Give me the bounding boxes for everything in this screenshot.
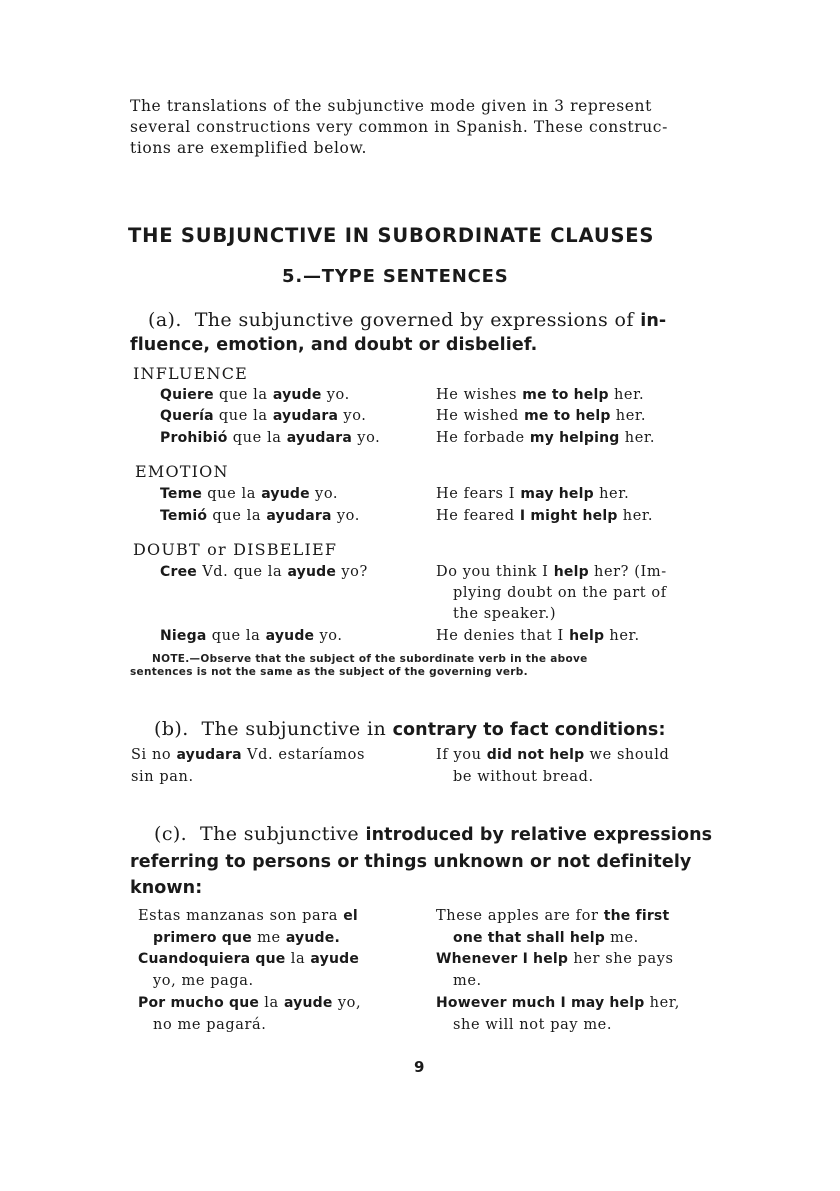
- section-b-heading: [154, 716, 666, 743]
- note-line-1: NOTE.—Observe that the subject of the subordinate verb in the above: [152, 653, 588, 665]
- section-c-en-1-line-2: one that shall help me.: [453, 930, 639, 946]
- doubt-es-1: Cree Vd. que la ayude yo?: [160, 564, 368, 580]
- intro-line-2: several constructions very common in Spanish. These construc-: [130, 118, 668, 136]
- section-c-line-1: [154, 821, 712, 848]
- section-b-label: (b).: [154, 718, 189, 740]
- emotion-en-2: He feared I might help her.: [436, 508, 654, 524]
- emotion-es-1: Teme que la ayude yo.: [160, 486, 339, 502]
- section-c-es-3: Por mucho que la ayude yo,: [138, 995, 362, 1011]
- section-b-en-2: be without bread.: [453, 769, 594, 785]
- influence-es-1: Quiere que la ayude yo.: [160, 387, 350, 403]
- section-c-bold-3: known:: [130, 878, 203, 898]
- section-c-en-2-line-2: me.: [453, 973, 482, 989]
- section-b-bold: contrary to fact conditions:: [392, 720, 666, 740]
- section-c-en-1: These apples are for the first: [436, 908, 670, 924]
- section-a-line-2: [130, 331, 537, 358]
- emotion-en-1: He fears I may help her.: [436, 486, 630, 502]
- influence-en-2: He wished me to help her.: [436, 408, 647, 424]
- section-c-es-2: Cuandoquiera que la ayude: [138, 951, 360, 967]
- doubt-label: DOUBT or DISBELIEF: [133, 540, 338, 559]
- section-c-en-3-line-2: she will not pay me.: [453, 1017, 613, 1033]
- note: [130, 653, 715, 678]
- section-c-label: (c).: [154, 823, 188, 845]
- sub-heading: 5.—TYPE SENTENCES: [282, 266, 509, 287]
- section-c-bold-2: referring to persons or things unknown or not definitely: [130, 852, 692, 872]
- section-b-es-2: sin pan.: [131, 769, 194, 785]
- doubt-en-1-line-2: plying doubt on the part of: [453, 585, 667, 601]
- section-c-bold-1: introduced by relative expressions: [365, 825, 713, 845]
- influence-es-3: Prohibió que la ayudara yo.: [160, 430, 381, 446]
- section-c-es-2-line-2: yo, me paga.: [153, 973, 254, 989]
- influence-en-3: He forbade my helping her.: [436, 430, 656, 446]
- doubt-en-1: Do you think I help her? (Im-: [436, 564, 667, 580]
- note-line-2: sentences is not the same as the subject of the governing verb.: [130, 665, 528, 678]
- emotion-es-2: Temió que la ayudara yo.: [160, 508, 360, 524]
- section-c-en-2: Whenever I help her she pays: [436, 951, 674, 967]
- influence-en-1: He wishes me to help her.: [436, 387, 645, 403]
- section-c-line-3: [130, 874, 202, 901]
- doubt-en-2: He denies that I help her.: [436, 628, 640, 644]
- page-number: 9: [414, 1058, 425, 1076]
- doubt-en-1-line-3: the speaker.): [453, 606, 557, 622]
- section-c-text: The subjunctive: [200, 823, 360, 845]
- emotion-label: EMOTION: [135, 462, 229, 481]
- section-c-en-3: However much I may help her,: [436, 995, 680, 1011]
- section-c-es-1-line-2: primero que me ayude.: [153, 930, 340, 946]
- section-a-bold-2: fluence, emotion, and doubt or disbelief.: [130, 335, 538, 355]
- section-c-es-3-line-2: no me pagará.: [153, 1017, 267, 1033]
- intro-line-3: tions are exemplified below.: [130, 139, 368, 157]
- doubt-es-2: Niega que la ayude yo.: [160, 628, 343, 644]
- section-a-bold-1: in-: [640, 311, 667, 331]
- intro-paragraph: [130, 96, 715, 159]
- main-heading: THE SUBJUNCTIVE IN SUBORDINATE CLAUSES: [128, 224, 655, 247]
- section-b-es-1: Si no ayudara Vd. estaríamos: [131, 747, 366, 763]
- section-a-text: The subjunctive governed by expressions of: [194, 309, 634, 331]
- influence-es-2: Quería que la ayudara yo.: [160, 408, 367, 424]
- section-c-line-2: [130, 848, 691, 875]
- section-a-line-1: [148, 307, 666, 334]
- intro-line-1: The translations of the subjunctive mode given in 3 represent: [130, 97, 652, 115]
- influence-label: INFLUENCE: [133, 364, 249, 383]
- section-c-es-1: Estas manzanas son para el: [138, 908, 358, 924]
- section-b-en-1: If you did not help we should: [436, 747, 670, 763]
- section-a-label: (a).: [148, 309, 182, 331]
- section-b-text: The subjunctive in: [201, 718, 387, 740]
